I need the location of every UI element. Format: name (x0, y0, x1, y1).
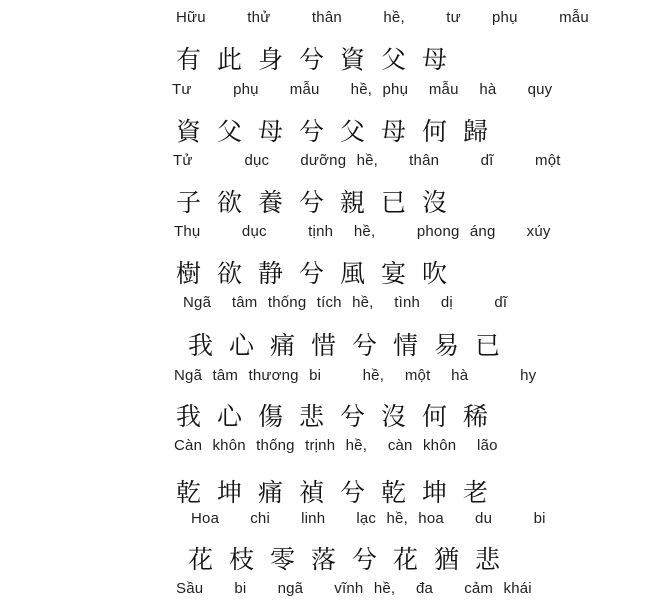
chinese-character-line: 資父母兮父母何歸 (176, 117, 505, 146)
chinese-character-line: 乾坤痛禎兮乾坤老 (176, 478, 505, 507)
vietnamese-transliteration-line: Càn khôn thống trịnh hề, càn khôn lão (174, 437, 498, 454)
vietnamese-transliteration-line: Sầu bi ngã vĩnh hề, đa cảm khái (176, 580, 532, 597)
vietnamese-transliteration-line: Hữu thử thân hề, tư phụ mẫu (176, 9, 589, 26)
chinese-character-line: 我心痛惜兮情易已 (188, 331, 517, 360)
vietnamese-transliteration-line: Hoa chi linh lạc hề, hoa du bi (191, 510, 546, 527)
chinese-character-line: 樹欲静兮風宴吹 (176, 259, 464, 288)
chinese-character-line: 子欲養兮親已沒 (176, 188, 464, 217)
chinese-character-line: 有此身兮資父母 (176, 45, 464, 74)
chinese-character-line: 我心傷悲兮沒何稀 (176, 402, 505, 431)
vietnamese-transliteration-line: Tư phụ mẫu hề, phụ mẫu hà quy (172, 81, 553, 98)
vietnamese-transliteration-line: Ngã tâm thương bi hề, một hà hy (174, 367, 537, 384)
vietnamese-transliteration-line: Thụ dục tịnh hề, phong áng xúy (174, 223, 551, 240)
vietnamese-transliteration-line: Ngã tâm thống tích hề, tình dị dĩ (183, 294, 508, 311)
vietnamese-transliteration-line: Tử dục dưỡng hề, thân dĩ một (173, 152, 561, 169)
chinese-character-line: 花枝零落兮花猶悲 (188, 545, 517, 574)
